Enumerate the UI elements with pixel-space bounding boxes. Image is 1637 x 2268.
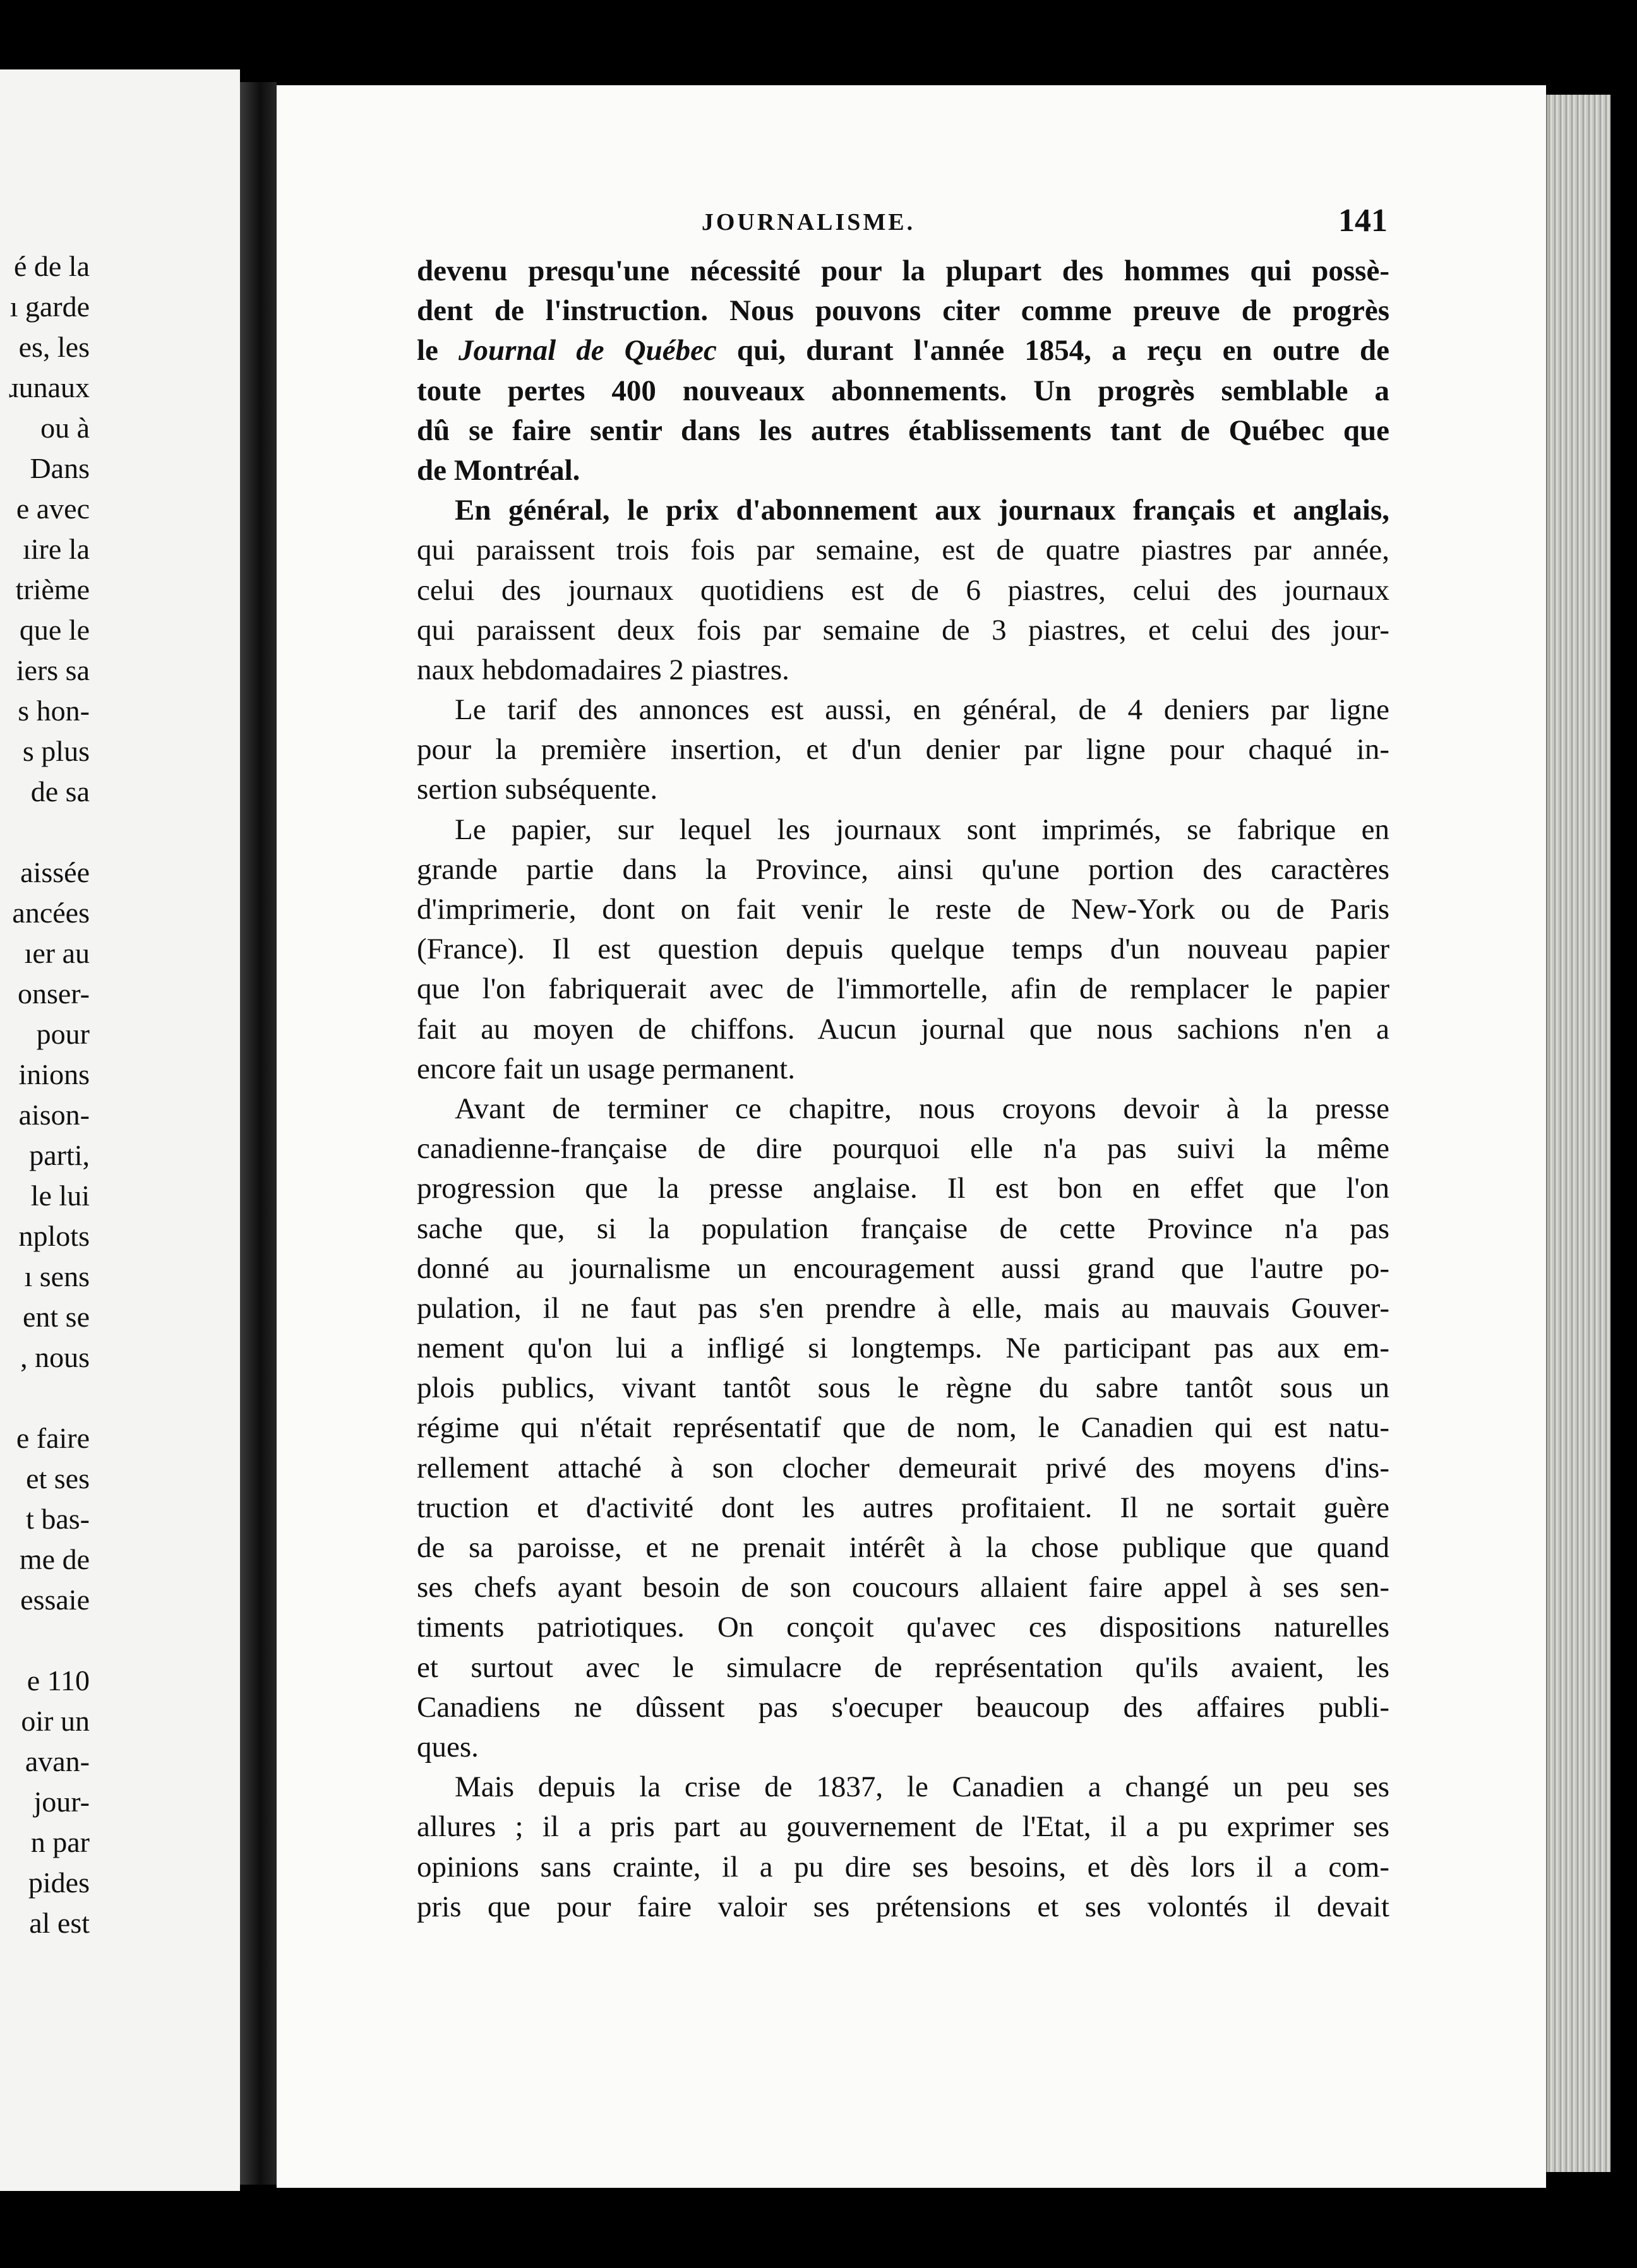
left-page-line-fragment: aison- xyxy=(18,1099,90,1131)
left-page-line-fragment: e avec xyxy=(16,492,90,525)
left-page-line-fragment: parti, xyxy=(29,1139,90,1171)
left-page-line-fragment: ancées xyxy=(12,897,90,929)
left-page-line-fragment: al est xyxy=(29,1907,90,1939)
text-line: sache que, si la population française de cette Province n'a pas xyxy=(417,1212,1389,1245)
text-line: pour la première insertion, et d'un denier par ligne pour chaqué in- xyxy=(417,733,1389,767)
text-line: et surtout avec le simulacre de représentation qu'ils avaient, les xyxy=(417,1650,1389,1684)
left-page-line-fragment: jour- xyxy=(33,1786,90,1818)
left-page-line-fragment: et ses xyxy=(26,1462,90,1495)
text-line: pris que pour faire valoir ses prétensions et ses volontés il devait xyxy=(417,1890,1389,1923)
left-page-line-fragment: pides xyxy=(28,1866,90,1899)
left-page-line-fragment: ıer au xyxy=(24,937,90,969)
book-gutter xyxy=(240,82,277,2185)
left-page-line-fragment: iers sa xyxy=(16,654,90,686)
text-line: truction et d'activité dont les autres profitaient. Il ne sortait guère xyxy=(417,1491,1389,1524)
left-page-line-fragment: essaie xyxy=(20,1584,90,1616)
left-page-line-fragment: oir un xyxy=(21,1705,90,1737)
text-line: rellement attaché à son clocher demeurait privé des moyens d'ins- xyxy=(417,1451,1389,1484)
left-page-line-fragment: s plus xyxy=(22,735,90,767)
text-line: que l'on fabriquerait avec de l'immortelle, afin de remplacer le papier xyxy=(417,972,1389,1006)
text-line: toute pertes 400 nouveaux abonnements. Un progrès semblable a xyxy=(417,374,1389,407)
text-line: allures ; il a pris part au gouvernement de l'Etat, il a pu exprimer ses xyxy=(417,1810,1389,1844)
text-line: Canadiens ne dûssent pas s'oecuper beaucoup des affaires publi- xyxy=(417,1690,1389,1724)
text-line: ques. xyxy=(417,1730,479,1764)
left-page-line-fragment: n par xyxy=(30,1826,90,1858)
text-line: plois publics, vivant tantôt sous le règne du sabre tantôt sous un xyxy=(417,1371,1389,1405)
text-line: qui paraissent deux fois par semaine de 3 piastres, et celui des jour- xyxy=(417,613,1389,647)
left-page-line-fragment: ou à xyxy=(40,412,90,444)
left-page-line-fragment: es, les xyxy=(18,331,90,363)
text-line: canadienne-française de dire pourquoi elle n'a pas suivi la même xyxy=(417,1132,1389,1166)
text-line: sertion subséquente. xyxy=(417,773,658,806)
left-page-line-fragment: t bas- xyxy=(26,1503,90,1535)
text-line: progression que la presse anglaise. Il est bon en effet que l'on xyxy=(417,1172,1389,1205)
left-page-line-fragment: é de la xyxy=(13,250,90,282)
text-line: de sa paroisse, et ne prenait intérêt à la chose publique que quand xyxy=(417,1531,1389,1564)
left-page-line-fragment: onser- xyxy=(17,977,90,1010)
left-page-line-fragment: ɹunaux xyxy=(9,371,90,403)
text-line: (France). Il est question depuis quelque temps d'un nouveau papier xyxy=(417,933,1389,966)
left-page-line-fragment: s hon- xyxy=(18,695,90,727)
left-page-line-fragment: Dans xyxy=(30,452,90,484)
text-line: nement qu'on lui a infligé si longtemps. Ne participant pas aux em- xyxy=(417,1332,1389,1365)
text-line: ses chefs ayant besoin de son coucours allaient faire appel à ses sen- xyxy=(417,1571,1389,1604)
text-line: Avant de terminer ce chapitre, nous croyons devoir à la presse xyxy=(455,1092,1389,1125)
text-line: opinions sans crainte, il a pu dire ses besoins, et dès lors il a com- xyxy=(417,1850,1389,1883)
left-page-line-fragment: inions xyxy=(18,1058,90,1090)
text-line: donné au journalisme un encouragement aussi grand que l'autre po- xyxy=(417,1251,1389,1285)
page-number: 141 xyxy=(1338,203,1388,239)
text-line: de Montréal. xyxy=(417,453,580,487)
text-line: devenu presqu'une nécessité pour la plupart des hommes qui possè- xyxy=(417,254,1389,287)
left-page-line-fragment: le lui xyxy=(30,1179,90,1212)
text-line: naux hebdomadaires 2 piastres. xyxy=(417,653,789,686)
text-line: En général, le prix d'abonnement aux journaux français et anglais, xyxy=(455,494,1389,527)
text-line: timents patriotiques. On conçoit qu'avec ces dispositions naturelles xyxy=(417,1611,1389,1644)
left-page-line-fragment: aissée xyxy=(20,856,90,888)
left-page-line-fragment: de sa xyxy=(30,775,90,808)
text-line: Mais depuis la crise de 1837, le Canadien a changé un peu ses xyxy=(455,1770,1389,1804)
left-page-line-fragment: que le xyxy=(19,614,90,646)
text-line: Le tarif des annonces est aussi, en général, de 4 deniers par ligne xyxy=(455,693,1389,727)
text-line: Le papier, sur lequel les journaux sont imprimés, se fabrique en xyxy=(455,813,1389,846)
text-line: dent de l'instruction. Nous pouvons citer comme preuve de progrès xyxy=(417,294,1389,328)
left-page-line-fragment: ıire la xyxy=(23,533,90,565)
left-page-line-fragment: ı garde xyxy=(9,290,90,323)
text-line: dû se faire sentir dans les autres établissements tant de Québec que xyxy=(417,414,1389,447)
text-line: qui paraissent trois fois par semaine, est de quatre piastres par année, xyxy=(417,534,1389,567)
text-line: encore fait un usage permanent. xyxy=(417,1052,795,1085)
left-page-line-fragment: trième xyxy=(15,573,90,606)
body-text xyxy=(417,251,1389,1927)
text-line: fait au moyen de chiffons. Aucun journal que nous sachions n'en a xyxy=(417,1012,1389,1046)
text-line: pulation, il ne faut pas s'en prendre à elle, mais au mauvais Gouver- xyxy=(417,1291,1389,1325)
left-page-line-fragment: ent se xyxy=(22,1301,90,1333)
text-segment: qui, durant l'année 1854, a reçu en outre de xyxy=(716,334,1390,367)
left-page-line-fragment: , nous xyxy=(20,1341,90,1373)
left-facing-page xyxy=(0,69,240,2191)
text-line: grande partie dans la Province, ainsi qu'une portion des caractères xyxy=(417,852,1389,886)
left-page-line-fragment: e 110 xyxy=(27,1664,90,1697)
left-page-line-fragment: pour xyxy=(36,1018,90,1050)
text-line: celui des journaux quotidiens est de 6 piastres, celui des journaux xyxy=(417,573,1389,607)
page-edges xyxy=(1546,95,1610,2172)
running-header: JOURNALISME. xyxy=(701,209,916,236)
text-line xyxy=(417,331,1389,371)
left-page-line-fragment: nplots xyxy=(18,1220,90,1252)
text-line: d'imprimerie, dont on fait venir le reste de New-York ou de Paris xyxy=(417,893,1389,926)
left-page-line-fragment: me de xyxy=(19,1543,90,1575)
left-page-line-fragment: ı sens xyxy=(24,1260,90,1292)
text-line: régime qui n'était représentatif que de nom, le Canadien qui est natu- xyxy=(417,1411,1389,1445)
text-segment: le xyxy=(417,334,459,367)
left-page-line-fragment: e faire xyxy=(16,1422,90,1454)
left-page-line-fragment: avan- xyxy=(25,1745,90,1777)
newspaper-title: Journal de Québec xyxy=(459,334,717,367)
